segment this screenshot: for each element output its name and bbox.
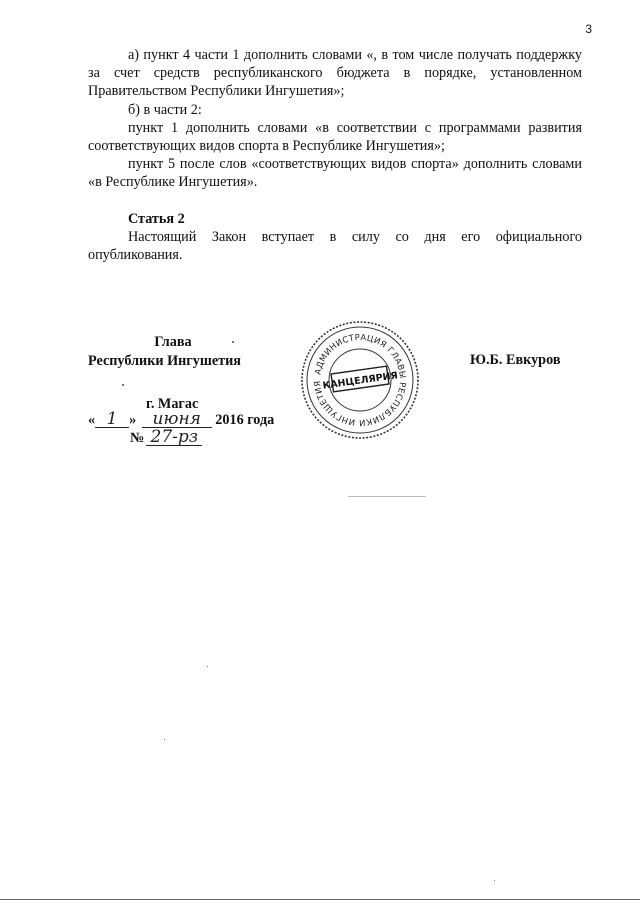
scan-speck (207, 666, 208, 667)
article-heading: Статья 2 (128, 210, 185, 227)
scan-speck (122, 384, 124, 386)
signatory-name: Ю.Б. Евкуров (470, 352, 561, 368)
law-number-prefix: № (130, 430, 145, 446)
date-month-handwritten: июня (142, 412, 212, 428)
stamp-ring-text: АДМИНИСТРАЦИЯ ГЛАВЫ РЕСПУБЛИКИ ИНГУШЕТИЯ (311, 331, 409, 429)
scan-smudge (348, 496, 426, 497)
signatory-title-line2: Республики Ингушетия (88, 352, 241, 369)
signatory-title (88, 333, 258, 370)
scan-speck (164, 739, 165, 740)
amendment-item-b: б) в части 2: (128, 101, 202, 118)
date-day-handwritten: 1 (95, 412, 129, 428)
scan-speck (232, 341, 234, 343)
amendment-point-1: пункт 1 дополнить словами «в соответствии с программами развития соответствующих видов спорта в Республике Ингушетия»; (88, 119, 582, 155)
date-close-quote: » (129, 412, 137, 428)
stamp-seal-icon (298, 318, 422, 442)
page-number: 3 (585, 22, 592, 36)
date-open-quote: « (88, 412, 96, 428)
amendment-item-a: а) пункт 4 части 1 дополнить словами «, в том числе получать поддержку за счет средств республиканского бюджета в порядке, установленном Правительством Республики Ингушетия»; (88, 47, 582, 100)
office-stamp (298, 318, 422, 442)
date-year: 2016 года (215, 412, 275, 428)
law-number-handwritten: 27-рз (146, 430, 202, 446)
scan-bottom-edge (0, 899, 640, 900)
place-of-signing: г. Магас (146, 396, 199, 412)
stamp-center-text: КАНЦЕЛЯРИЯ (321, 370, 399, 392)
amendment-point-5: пункт 5 после слов «соответствующих видов спорта» дополнить словами «в Республике Ингушетия». (88, 156, 582, 191)
law-text (88, 46, 582, 264)
law-number (130, 427, 202, 447)
signatory-title-line1: Глава (154, 334, 192, 350)
scan-speck (494, 880, 495, 881)
article-2-text: Настоящий Закон вступает в силу со дня его официального опубликования. (88, 228, 582, 264)
